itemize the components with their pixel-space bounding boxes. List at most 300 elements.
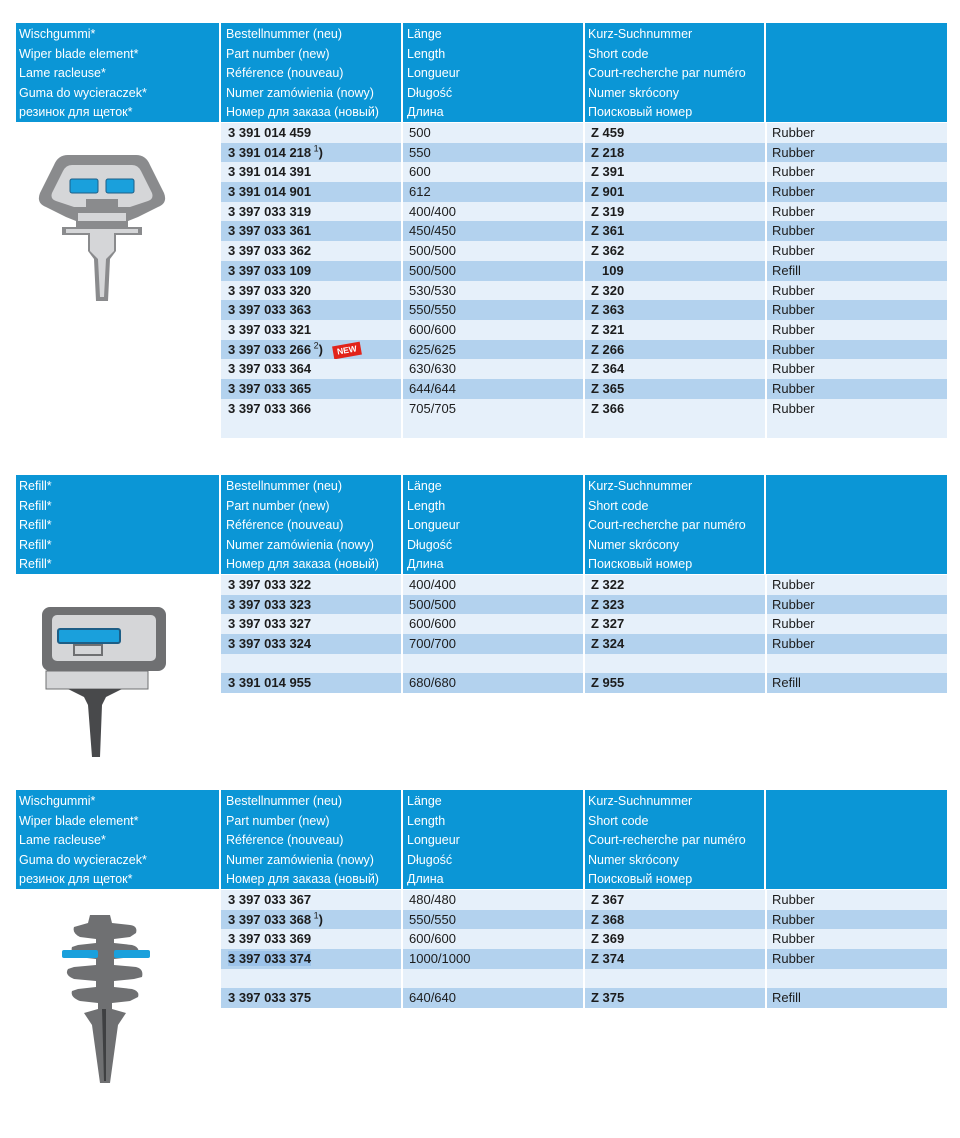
table-row — [221, 281, 947, 301]
table-section-3 — [16, 790, 947, 1090]
part-number-text: 3 397 033 367 — [228, 892, 312, 907]
column-divider — [583, 949, 585, 969]
part-number — [228, 890, 311, 910]
part-number — [228, 261, 311, 281]
header-text: Номер для заказа (новый) — [226, 105, 379, 120]
column-divider — [583, 359, 585, 379]
product-type: Rubber — [772, 184, 815, 200]
product-type: Rubber — [772, 636, 815, 652]
column-divider — [401, 281, 403, 301]
header-text: Поисковый номер — [588, 557, 693, 572]
header-text: Length — [407, 498, 446, 513]
column-divider — [401, 221, 403, 241]
part-number — [228, 123, 311, 143]
column-divider — [583, 379, 585, 399]
part-number — [228, 399, 311, 419]
table-header — [16, 23, 947, 122]
table-body — [221, 575, 947, 693]
column-divider — [765, 673, 767, 693]
table-row — [221, 340, 947, 360]
short-code: Z 366 — [591, 400, 625, 416]
table-row — [221, 379, 947, 399]
short-code: Z 365 — [591, 380, 625, 396]
header-text: Length — [407, 46, 446, 61]
product-type: Rubber — [772, 577, 815, 592]
table-row — [221, 221, 947, 241]
product-type: Rubber — [772, 892, 815, 907]
header-text: Court-recherche par numéro — [588, 66, 746, 81]
table-row — [221, 949, 947, 969]
short-code: Z 321 — [591, 321, 625, 337]
length-value: 400/400 — [409, 203, 456, 219]
length-value: 630/630 — [409, 361, 456, 377]
table-header — [16, 475, 947, 574]
header-col-part — [226, 792, 379, 890]
column-divider — [583, 929, 585, 949]
part-number — [228, 614, 311, 634]
short-code: 109 — [602, 262, 624, 278]
column-divider — [583, 595, 585, 615]
column-divider — [401, 595, 403, 615]
product-type: Rubber — [772, 361, 815, 377]
header-col-part — [226, 477, 379, 575]
header-text: Length — [407, 813, 446, 828]
part-number-text: 3 397 033 319 — [228, 203, 312, 219]
header-text: Part number (new) — [226, 498, 330, 513]
length-value: 644/644 — [409, 380, 456, 396]
product-type: Rubber — [772, 144, 815, 160]
new-badge: NEW — [332, 341, 362, 359]
footnote-paren: ) — [318, 144, 324, 160]
part-number-text: 3 397 033 374 — [228, 951, 312, 967]
length-value: 600/600 — [409, 616, 456, 632]
header-text: Short code — [588, 498, 649, 513]
column-divider — [765, 143, 767, 163]
product-type: Rubber — [772, 951, 815, 967]
table-row — [221, 890, 947, 910]
column-divider — [401, 654, 403, 674]
short-code: Z 322 — [591, 577, 625, 592]
column-divider — [583, 143, 585, 163]
part-number — [228, 379, 311, 399]
header-text: Kurz-Suchnummer — [588, 794, 693, 808]
length-value: 680/680 — [409, 675, 456, 691]
header-text: Court-recherche par numéro — [588, 833, 746, 848]
part-number-text: 3 397 033 361 — [228, 223, 312, 239]
column-divider — [583, 162, 585, 182]
column-divider — [583, 890, 585, 910]
column-divider — [765, 595, 767, 615]
product-type: Refill — [772, 675, 801, 691]
column-divider — [401, 399, 403, 419]
header-text: Длина — [407, 872, 444, 887]
column-divider — [401, 359, 403, 379]
product-type: Refill — [772, 990, 801, 1006]
header-text: резинок для щеток* — [19, 872, 133, 887]
column-divider — [765, 949, 767, 969]
column-divider — [583, 300, 585, 320]
length-value: 500/500 — [409, 243, 456, 259]
table-header — [16, 790, 947, 889]
part-number-text: 3 391 014 901 — [228, 184, 312, 200]
part-number-text: 3 397 033 109 — [228, 262, 312, 278]
part-number-text: 3 397 033 362 — [228, 243, 312, 259]
column-divider — [583, 340, 585, 360]
length-value: 550/550 — [409, 302, 456, 318]
short-code: Z 375 — [591, 990, 625, 1006]
part-number-text: 3 397 033 364 — [228, 361, 312, 377]
header-text: Longueur — [407, 833, 460, 848]
header-col-product — [19, 25, 147, 123]
column-divider — [765, 162, 767, 182]
column-divider — [401, 614, 403, 634]
footnote-number: 2 — [313, 340, 319, 351]
header-text: Longueur — [407, 518, 460, 533]
column-divider — [401, 202, 403, 222]
column-divider — [583, 969, 585, 989]
short-code: Z 367 — [591, 892, 625, 907]
part-number-text: 3 397 033 322 — [228, 577, 312, 592]
header-text: Refill* — [19, 498, 52, 513]
length-value: 500/500 — [409, 596, 456, 612]
header-text: Guma do wycieraczek* — [19, 852, 147, 867]
product-type: Rubber — [772, 243, 815, 259]
product-type: Rubber — [772, 400, 815, 416]
table-row — [221, 162, 947, 182]
length-value: 640/640 — [409, 990, 456, 1006]
part-number — [228, 634, 311, 654]
column-divider — [765, 910, 767, 930]
product-type: Rubber — [772, 616, 815, 632]
table-row — [221, 418, 947, 438]
short-code: Z 459 — [591, 125, 625, 140]
part-number — [228, 359, 311, 379]
column-divider — [401, 261, 403, 281]
header-text: Długość — [407, 85, 453, 100]
short-code: Z 374 — [591, 951, 625, 967]
header-text: Wischgummi* — [19, 27, 96, 41]
part-number — [228, 143, 323, 163]
header-col-product — [19, 792, 147, 890]
part-number — [228, 320, 311, 340]
header-text: Guma do wycieraczek* — [19, 85, 147, 100]
short-code: Z 218 — [591, 144, 625, 160]
column-divider — [765, 575, 767, 595]
header-text: Refill* — [19, 537, 52, 552]
column-divider — [765, 890, 767, 910]
table-row — [221, 399, 947, 419]
column-divider — [765, 123, 767, 143]
header-text: Numer zamówienia (nowy) — [226, 85, 374, 100]
header-text: Länge — [407, 27, 442, 41]
column-divider — [583, 182, 585, 202]
product-type: Rubber — [772, 125, 815, 140]
length-value: 550/550 — [409, 911, 456, 927]
part-number-text: 3 397 033 321 — [228, 321, 312, 337]
length-value: 500/500 — [409, 262, 456, 278]
footnote-ref — [311, 340, 319, 350]
column-divider — [765, 418, 767, 438]
header-text: Länge — [407, 479, 442, 493]
column-divider — [401, 123, 403, 143]
footnote-ref — [311, 143, 319, 153]
header-col-part — [226, 25, 379, 123]
short-code: Z 324 — [591, 636, 625, 652]
column-divider — [765, 221, 767, 241]
header-col-code — [588, 25, 746, 123]
column-divider — [583, 221, 585, 241]
part-number-text: 3 397 033 375 — [228, 990, 312, 1006]
header-text: Bestellnummer (neu) — [226, 794, 343, 808]
length-value: 705/705 — [409, 400, 456, 416]
short-code: Z 901 — [591, 184, 625, 200]
column-divider — [765, 241, 767, 261]
part-number — [228, 595, 311, 615]
column-divider — [401, 890, 403, 910]
column-divider — [765, 202, 767, 222]
table-row — [221, 969, 947, 989]
part-number-text: 3 397 033 363 — [228, 302, 312, 318]
column-divider — [583, 202, 585, 222]
header-text: Długość — [407, 537, 453, 552]
part-number-text: 3 391 014 391 — [228, 164, 312, 180]
column-divider — [765, 634, 767, 654]
column-divider — [401, 182, 403, 202]
short-code: Z 391 — [591, 164, 625, 180]
header-text: Numer zamówienia (nowy) — [226, 537, 374, 552]
header-col-length — [407, 477, 460, 575]
header-text: Référence (nouveau) — [226, 833, 344, 848]
header-text: Wiper blade element* — [19, 813, 139, 828]
column-divider — [401, 929, 403, 949]
product-type: Rubber — [772, 341, 815, 357]
part-number-text: 3 397 033 327 — [228, 616, 312, 632]
column-divider — [583, 634, 585, 654]
short-code: Z 368 — [591, 911, 625, 927]
header-col-length — [407, 25, 460, 123]
length-value: 1000/1000 — [409, 951, 471, 967]
short-code: Z 361 — [591, 223, 625, 239]
part-number — [228, 182, 311, 202]
length-value: 600/600 — [409, 321, 456, 337]
length-value: 400/400 — [409, 577, 456, 592]
table-row — [221, 575, 947, 595]
length-value: 600/600 — [409, 931, 456, 947]
table-row — [221, 202, 947, 222]
header-text: Court-recherche par numéro — [588, 518, 746, 533]
part-number — [228, 300, 311, 320]
refill-profile-icon — [40, 605, 170, 757]
table-body — [221, 123, 947, 438]
column-divider — [583, 614, 585, 634]
column-divider — [401, 634, 403, 654]
header-text: Part number (new) — [226, 46, 330, 61]
header-text: Numer skrócony — [588, 85, 679, 100]
column-divider — [765, 399, 767, 419]
table-row — [221, 261, 947, 281]
column-divider — [765, 281, 767, 301]
column-divider — [765, 988, 767, 1008]
table-row — [221, 241, 947, 261]
column-divider — [765, 300, 767, 320]
header-text: Référence (nouveau) — [226, 518, 344, 533]
header-text: Short code — [588, 46, 649, 61]
column-divider — [583, 281, 585, 301]
header-text: Numer skrócony — [588, 852, 679, 867]
header-col-code — [588, 792, 746, 890]
wiper-finned-profile-icon — [44, 913, 164, 1085]
header-text: Longueur — [407, 66, 460, 81]
table-row — [221, 614, 947, 634]
part-number — [228, 929, 311, 949]
part-number-text: 3 397 033 323 — [228, 596, 312, 612]
product-type: Rubber — [772, 596, 815, 612]
column-divider — [401, 949, 403, 969]
part-number-text: 3 397 033 365 — [228, 380, 312, 396]
header-text: Référence (nouveau) — [226, 66, 344, 81]
short-code: Z 266 — [591, 341, 625, 357]
table-section-2 — [16, 475, 947, 765]
part-number — [228, 673, 311, 693]
footnote-paren: ) — [318, 911, 324, 927]
product-type: Rubber — [772, 302, 815, 318]
column-divider — [765, 261, 767, 281]
table-row — [221, 654, 947, 674]
column-divider — [583, 418, 585, 438]
header-text: Kurz-Suchnummer — [588, 479, 693, 493]
header-text: Part number (new) — [226, 813, 330, 828]
part-number — [228, 281, 311, 301]
column-divider — [401, 418, 403, 438]
column-divider — [765, 614, 767, 634]
product-type: Rubber — [772, 223, 815, 239]
header-text: Refill* — [19, 557, 52, 572]
header-text: Номер для заказа (новый) — [226, 872, 379, 887]
column-divider — [583, 575, 585, 595]
part-number — [228, 575, 311, 595]
header-text: Номер для заказа (новый) — [226, 557, 379, 572]
part-number — [228, 241, 311, 261]
product-type: Rubber — [772, 321, 815, 337]
header-text: Länge — [407, 794, 442, 808]
column-divider — [765, 320, 767, 340]
header-text: Short code — [588, 813, 649, 828]
part-number-text: 3 397 033 369 — [228, 931, 312, 947]
header-text: Lame racleuse* — [19, 66, 106, 81]
short-code: Z 369 — [591, 931, 625, 947]
footnote-number: 1 — [313, 910, 319, 921]
header-text: Kurz-Suchnummer — [588, 27, 693, 41]
header-text: Длина — [407, 105, 444, 120]
part-number-text: 3 397 033 266 — [228, 341, 312, 357]
length-value: 450/450 — [409, 223, 456, 239]
header-text: Bestellnummer (neu) — [226, 479, 343, 493]
column-divider — [583, 320, 585, 340]
table-row — [221, 929, 947, 949]
column-divider — [765, 182, 767, 202]
short-code: Z 364 — [591, 361, 625, 377]
footnote-ref — [311, 910, 319, 920]
table-row — [221, 182, 947, 202]
length-value: 550 — [409, 144, 431, 160]
product-type: Rubber — [772, 931, 815, 947]
header-col-length — [407, 792, 460, 890]
short-code: Z 320 — [591, 282, 625, 298]
table-row — [221, 359, 947, 379]
table-row — [221, 910, 947, 930]
part-number-text: 3 397 033 368 — [228, 911, 312, 927]
table-row — [221, 673, 947, 693]
header-col-code — [588, 477, 746, 575]
header-text: Wiper blade element* — [19, 46, 139, 61]
product-type: Rubber — [772, 203, 815, 219]
column-divider — [583, 910, 585, 930]
header-text: Wischgummi* — [19, 794, 96, 808]
column-divider — [583, 988, 585, 1008]
short-code: Z 363 — [591, 302, 625, 318]
header-text: Numer skrócony — [588, 537, 679, 552]
header-text: Lame racleuse* — [19, 833, 106, 848]
column-divider — [765, 340, 767, 360]
column-divider — [583, 261, 585, 281]
header-text: Refill* — [19, 479, 52, 493]
product-type: Rubber — [772, 282, 815, 298]
product-type: Rubber — [772, 164, 815, 180]
table-row — [221, 988, 947, 1008]
header-text: Bestellnummer (neu) — [226, 27, 343, 41]
column-divider — [401, 969, 403, 989]
header-text: Длина — [407, 557, 444, 572]
product-type: Refill — [772, 262, 801, 278]
footnote-number: 1 — [313, 143, 319, 154]
column-divider — [401, 340, 403, 360]
part-number — [228, 988, 311, 1008]
column-divider — [765, 654, 767, 674]
short-code: Z 327 — [591, 616, 625, 632]
column-divider — [401, 241, 403, 261]
short-code: Z 319 — [591, 203, 625, 219]
short-code: Z 323 — [591, 596, 625, 612]
part-number — [228, 202, 311, 222]
column-divider — [401, 910, 403, 930]
length-value: 530/530 — [409, 282, 456, 298]
table-body — [221, 890, 947, 1008]
table-row — [221, 634, 947, 654]
table-row — [221, 123, 947, 143]
part-number-text: 3 397 033 324 — [228, 636, 312, 652]
footnote-paren: ) — [318, 341, 324, 357]
part-number — [228, 221, 311, 241]
column-divider — [401, 673, 403, 693]
short-code: Z 955 — [591, 675, 625, 691]
column-divider — [401, 988, 403, 1008]
header-col-product — [19, 477, 52, 575]
product-type: Rubber — [772, 911, 815, 927]
column-divider — [583, 123, 585, 143]
part-number-text: 3 397 033 320 — [228, 282, 312, 298]
part-number — [228, 910, 323, 930]
length-value: 500 — [409, 125, 431, 140]
column-divider — [765, 929, 767, 949]
part-number-text: 3 391 014 459 — [228, 125, 312, 140]
column-divider — [765, 379, 767, 399]
header-text: Długość — [407, 852, 453, 867]
header-text: Поисковый номер — [588, 872, 693, 887]
wiper-rubber-profile-icon — [38, 151, 168, 301]
part-number-text: 3 391 014 955 — [228, 675, 312, 691]
column-divider — [401, 320, 403, 340]
table-section-1 — [16, 23, 947, 423]
